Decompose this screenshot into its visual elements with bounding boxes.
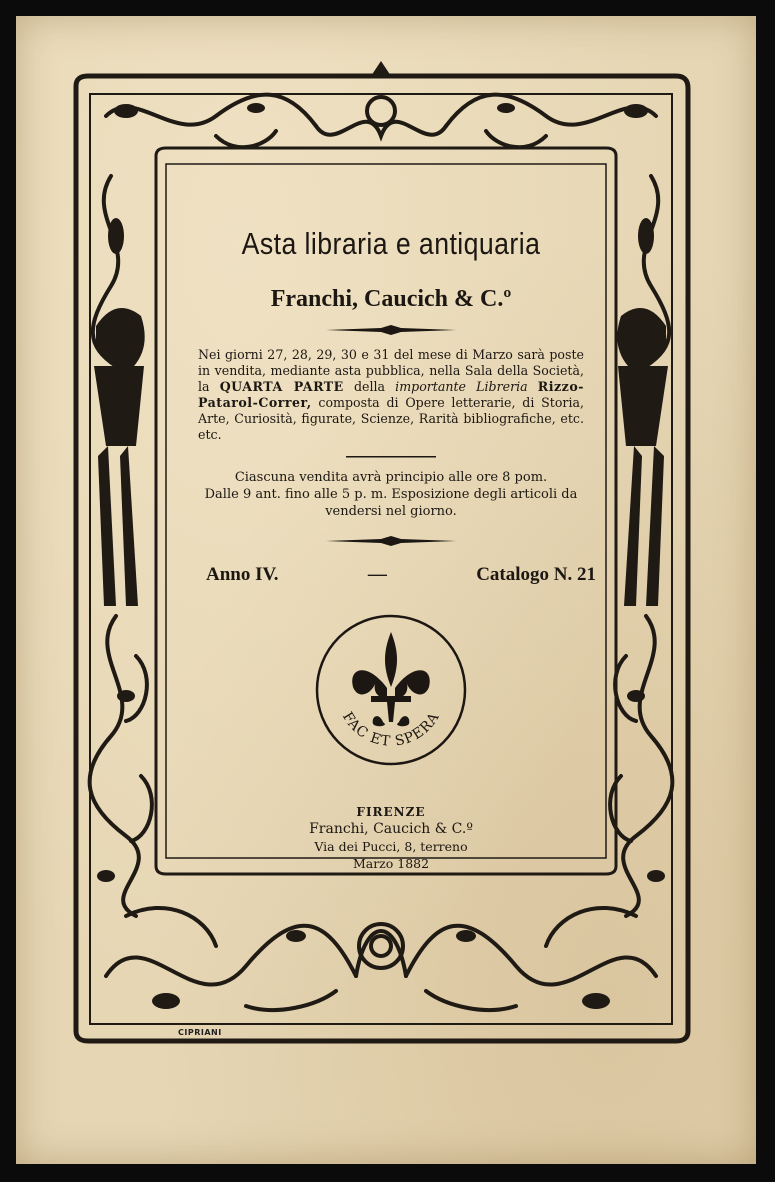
notice-italic: importante Libreria: [395, 379, 528, 394]
notice-library: Rizzo-Patarol-Correr,: [198, 379, 584, 410]
notice-highlight: QUARTA PARTE: [219, 379, 344, 394]
engraver-signature: CIPRIANI: [178, 1028, 222, 1037]
catalog-year: Anno IV.: [206, 564, 279, 585]
catalog-dash: —: [367, 564, 387, 585]
catalog-number: Catalogo N. 21: [476, 564, 596, 585]
auction-notice: [198, 347, 584, 443]
imprint-publisher: Franchi, Caucich & C.º: [309, 821, 473, 837]
catalog-info: [206, 564, 596, 586]
imprint-address: Via dei Pucci, 8, terreno: [314, 839, 468, 854]
notice-text-3: composta di Opere letterarie, di Storia, Arte, Curiosità, figurate, Scienze, Rarità bibliografiche, etc. etc.: [198, 395, 584, 442]
schedule-line-2: Dalle 9 ant. fino alle 5 p. m. Esposizione degli articoli da vendersi nel giorno.: [204, 487, 578, 519]
cover-text-block: [176, 206, 606, 872]
imprint-date: Marzo 1882: [352, 856, 430, 871]
catalog-cover-page: [16, 16, 756, 1164]
divider-rule: [326, 536, 456, 546]
firm-name: Franchi, Caucich & C.º: [270, 286, 512, 312]
notice-text-2: della: [353, 379, 386, 394]
schedule-line-1: Ciascuna vendita avrà principio alle ore 8 pom.: [234, 470, 548, 485]
divider-rule: [326, 325, 456, 335]
imprint-city: FIRENZE: [356, 805, 426, 819]
publisher-imprint: [176, 804, 606, 872]
divider-rule: [346, 455, 436, 459]
notice-text-1: Nei giorni 27, 28, 29, 30 e 31 del mese di Marzo sarà poste in vendita, mediante asta pubblica, nella Sala della Società, la: [198, 347, 584, 394]
page-title: Asta libraria e antiquaria: [241, 226, 541, 261]
schedule-notice: [188, 469, 594, 520]
fleur-de-lis-icon: [313, 612, 469, 768]
seal-motto: FAC ET SPERA: [339, 709, 444, 750]
seal: [313, 612, 469, 768]
